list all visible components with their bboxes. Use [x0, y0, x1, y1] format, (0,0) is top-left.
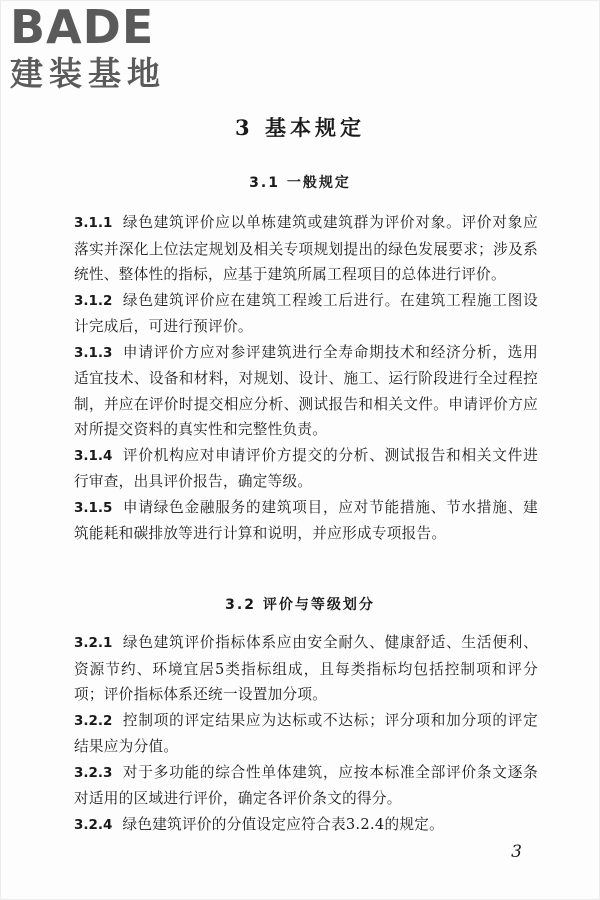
bade-watermark-logo [10, 2, 180, 98]
clause-text: 申请绿色金融服务的建筑项目，应对节能措施、节水措施、建筑能耗和碳排放等进行计算和说明，并应形成专项报告。 [74, 498, 538, 542]
clause-text: 评价机构应对申请评价方提交的分析、测试报告和相关文件进行审查，出具评价报告，确定等级。 [74, 446, 538, 490]
section-title-3-1: 3.1 一般规定 [249, 175, 351, 191]
clause-text: 绿色建筑评价指标体系应由安全耐久、健康舒适、生活便利、资源节约、环境宜居5类指标组成，且每类指标均包括控制项和评分项；评价指标体系还统一设置加分项。 [74, 634, 538, 703]
clause-text: 绿色建筑评价应在建筑工程竣工后进行。在建筑工程施工图设计完成后，可进行预评价。 [74, 291, 538, 335]
clause-number: 3.1.5 [74, 499, 113, 516]
clause-3-1-2 [74, 288, 538, 340]
clause-number: 3.1.4 [74, 447, 113, 464]
clause-3-1-3 [74, 340, 538, 443]
page-number: 3 [511, 842, 522, 862]
clause-text: 申请评价方应对参评建筑进行全寿命期技术和经济分析，选用适宜技术、设备和材料，对规划、设计、施工、运行阶段进行全过程控制，并应在评价时提交相应分析、测试报告和相关文件。申请评价方应对所提交资料的真实性和完整性负责。 [74, 343, 538, 438]
logo-tagline-text: 建装基地 [10, 54, 166, 93]
clause-number: 3.1.2 [74, 292, 113, 309]
logo-brand-text: BADE [10, 0, 155, 54]
clause-text: 控制项的评定结果应为达标或不达标；评分项和加分项的评定结果应为分值。 [74, 711, 538, 755]
clause-number: 3.2.4 [74, 816, 113, 833]
clause-3-2-1 [74, 630, 538, 708]
section-3-2-clauses [74, 630, 538, 838]
clause-number: 3.2.1 [74, 635, 113, 651]
clause-number: 3.2.3 [74, 764, 113, 781]
clause-3-2-3 [74, 760, 538, 812]
clause-text: 绿色建筑评价的分值设定应符合表3.2.4的规定。 [122, 815, 445, 833]
clause-3-2-2 [74, 708, 538, 760]
section-title-3-2: 3.2 评价与等级划分 [225, 597, 375, 613]
chapter-title: 3 基本规定 [235, 115, 365, 140]
clause-3-1-1 [74, 210, 538, 288]
section-3-1-clauses [74, 210, 538, 547]
clause-number: 3.1.3 [74, 344, 113, 361]
clause-number: 3.2.2 [74, 712, 113, 729]
clause-text: 绿色建筑评价应以单栋建筑或建筑群为评价对象。评价对象应落实并深化上位法定规划及相关专项规划提出的绿色发展要求；涉及系统性、整体性的指标，应基于建筑所属工程项目的总体进行评价。 [74, 214, 538, 283]
clause-3-1-4 [74, 443, 538, 495]
clause-text: 对于多功能的综合性单体建筑，应按本标准全部评价条文逐条对适用的区域进行评价，确定各评价条文的得分。 [74, 763, 538, 807]
clause-3-1-5 [74, 495, 538, 547]
clause-number: 3.1.1 [74, 215, 113, 231]
clause-3-2-4 [74, 812, 538, 839]
